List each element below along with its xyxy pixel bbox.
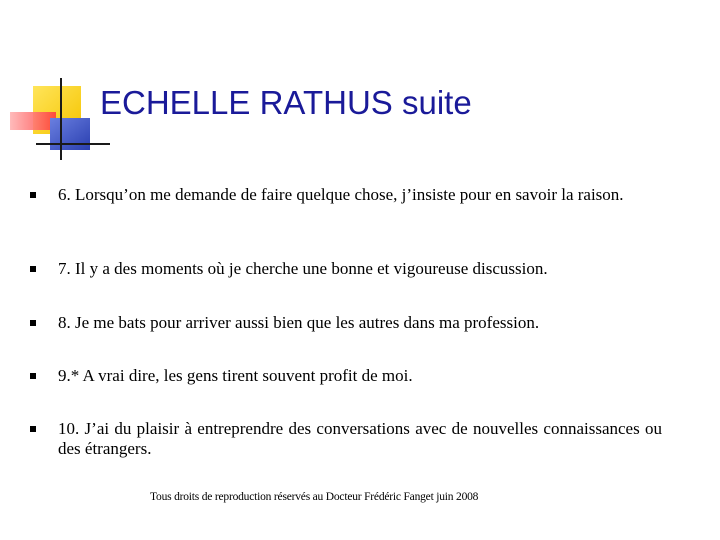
bullet-icon bbox=[30, 192, 36, 198]
list-item: 10. J’ai du plaisir à entreprendre des conversations avec de nouvelles connaissances ou des étrangers. bbox=[58, 419, 662, 458]
list-item: 6. Lorsqu’on me demande de faire quelque chose, j’insiste pour en savoir la raison. bbox=[58, 185, 624, 204]
list-item: 8. Je me bats pour arriver aussi bien que les autres dans ma profession. bbox=[58, 313, 540, 332]
list-item: 9.* A vrai dire, les gens tirent souvent profit de moi. bbox=[58, 366, 413, 385]
bullet-icon bbox=[30, 320, 36, 326]
bullet-icon bbox=[30, 373, 36, 379]
bullet-icon bbox=[30, 426, 36, 432]
list-item: 7. Il y a des moments où je cherche une bonne et vigoureuse discussion. bbox=[58, 259, 548, 278]
copyright-footer: Tous droits de reproduction réservés au Docteur Frédéric Fanget juin 2008 bbox=[150, 491, 479, 503]
slide-title: ECHELLE RATHUS suite bbox=[100, 84, 472, 121]
bullet-icon bbox=[30, 266, 36, 272]
